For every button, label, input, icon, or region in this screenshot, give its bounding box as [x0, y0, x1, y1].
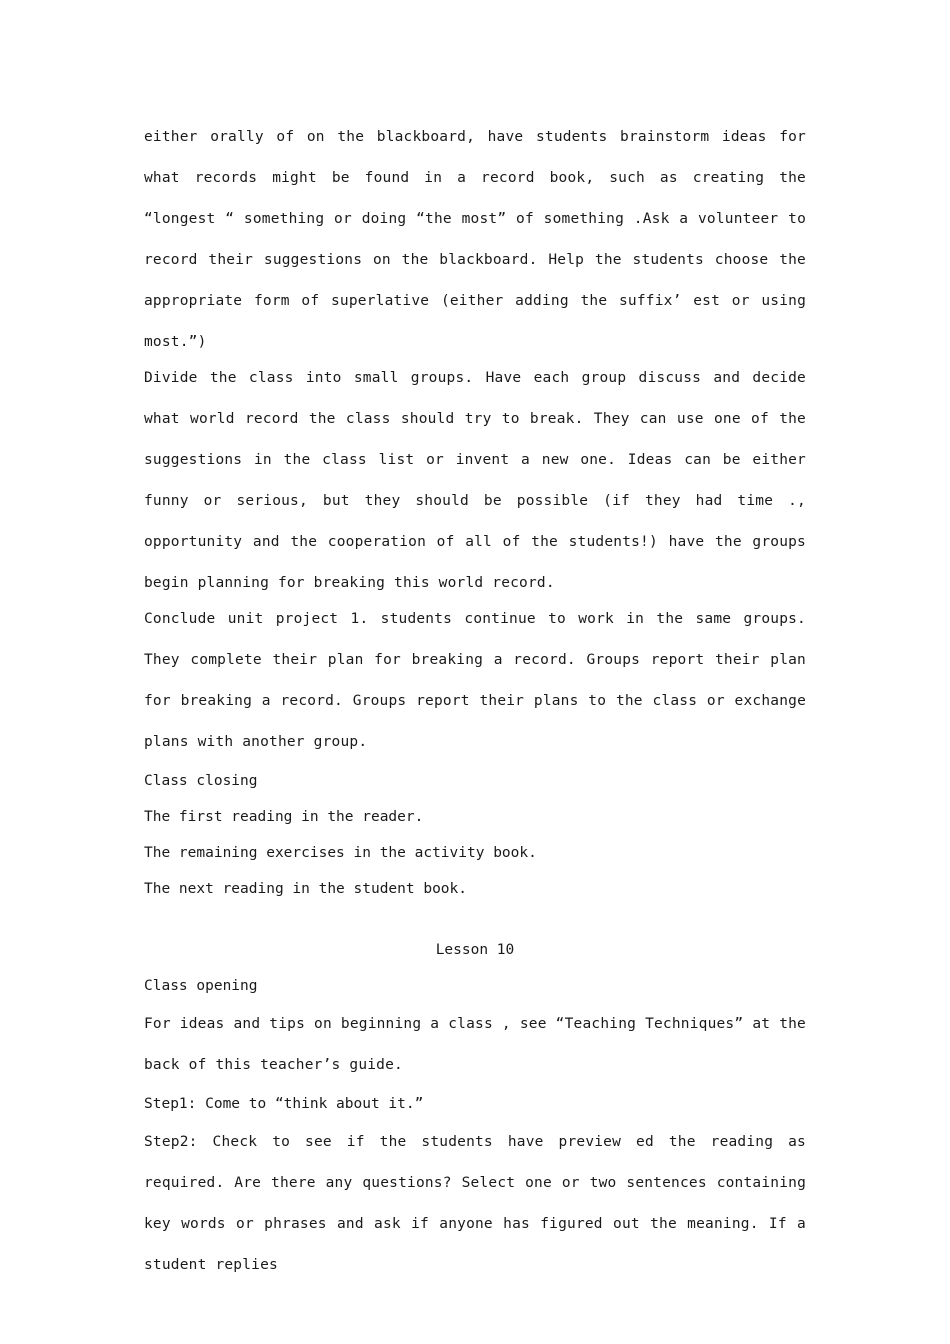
step1-line: Step1: Come to “think about it.” [144, 1096, 424, 1112]
paragraph-step2: Step2: Check to see if the students have preview ed the reading as required. Are there any questions? Select one or two sentences containing key words or phrases and ask if anyone has figured out the meaning. If a student replies [144, 1134, 806, 1273]
closing-item-student-book: The next reading in the student book. [144, 881, 468, 897]
paragraph-teaching-tips: For ideas and tips on beginning a class , see “Teaching Techniques” at the back of this teacher’s guide. [144, 1016, 806, 1073]
paragraph-conclude-project: Conclude unit project 1. students continue to work in the same groups. They complete their plan for breaking a record. Groups report their plan for breaking a record. Groups report their plans to the class or exchange plans with another group. [144, 611, 806, 750]
lesson-heading: Lesson 10 [435, 942, 515, 958]
closing-item-activity-book: The remaining exercises in the activity book. [144, 845, 537, 861]
closing-item-reader: The first reading in the reader. [144, 809, 424, 825]
paragraph-divide-groups: Divide the class into small groups. Have each group discuss and decide what world record the class should try to break. They can use one of the suggestions in the class list or invent a new one. Ideas can be either funny or serious, but they should be possible (if they had time ., opportunity and the cooperation of all of the students!) have the groups begin planning for breaking this world record. [144, 370, 806, 591]
class-opening-label: Class opening [144, 978, 258, 994]
class-closing-label: Class closing [144, 773, 258, 789]
paragraph-brainstorm: either orally of on the blackboard, have students brainstorm ideas for what records might be found in a record book, such as creating the “longest “ something or doing “the most” of something .Ask a volunteer to record their suggestions on the blackboard. Help the students choose the appropriate form of superlative (either adding the suffix’ est or using most.”) [144, 129, 806, 350]
document-body [144, 117, 806, 1286]
